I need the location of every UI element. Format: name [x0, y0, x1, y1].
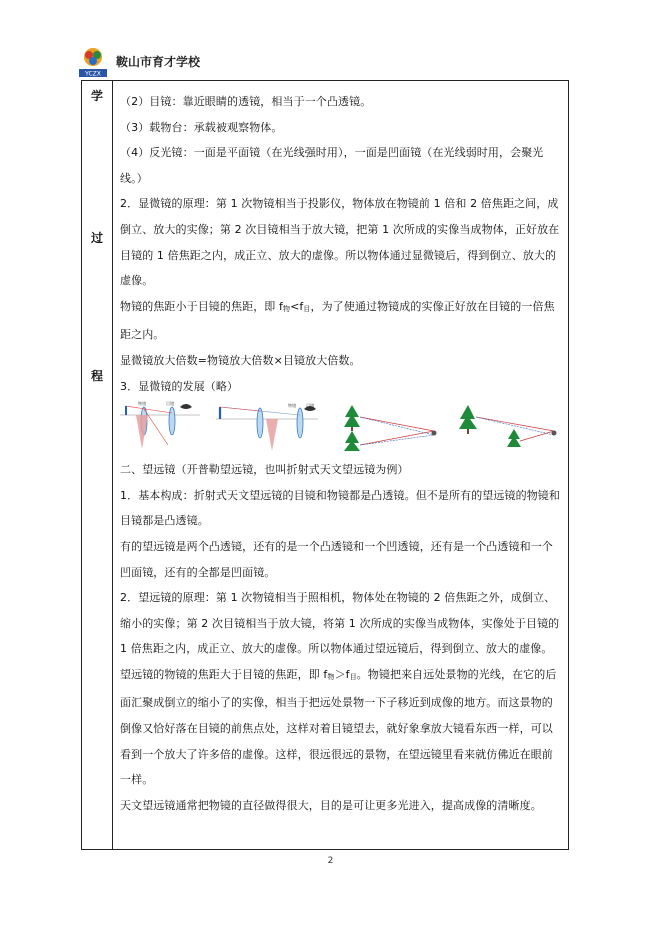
objective-label: 物镜	[138, 401, 147, 407]
tree-icon	[344, 405, 360, 427]
telescope-composition: 1．基本构成：折射式天文望远镜的目镜和物镜都是凸透镜。但不是所有的望远镜的物镜和目镜都是凸透镜。	[120, 488, 560, 528]
school-logo	[76, 44, 110, 78]
microscope-focal-note: 物镜的焦距小于目镜的焦距，即 f物<f目，为了使通过物镜成的实像正好放在目镜的一倍焦距之内。	[120, 299, 555, 342]
telescope-focal-note: 望远镜的物镜的焦距大于目镜的焦距，即 f物＞f目。物镜把来自远处景物的光线，在它的后面汇聚成倒立的缩小了的实像，相当于把远处景物一下子移近到成像的地方。而这景物的倒像又恰好落在目镜的前焦点处，这样对着目镜望去，就好象拿放大镜看东西一样，可以看到一个放大了许多倍的虚像。这样，很远很远的景物，在望远镜里看来就仿佛近在眼前一样。	[120, 667, 557, 787]
mirror-text: （4）反光镜：一面是平面镜（在光线强时用），一面是凹面镜（在光线弱时用，会聚光线。）	[120, 146, 544, 185]
content-area	[120, 89, 560, 818]
label-xue: 学	[90, 89, 103, 103]
eyepiece-lens	[169, 407, 175, 435]
stage-text: （3）载物台：承载被观察物体。	[120, 120, 283, 134]
magnification-formula: 显微镜放大倍数=物镜放大倍数×目镜放大倍数。	[120, 353, 361, 367]
telescope-types: 有的望远镜是两个凸透镜，还有的是一个凸透镜和一个凹透镜，还有是一个凸透镜和一个凹面镜，还有的全都是凹面镜。	[120, 539, 553, 579]
image-beam	[266, 419, 278, 451]
eyepiece-label: 目镜	[306, 403, 315, 409]
telescope-heading: 二、望远镜（开普勒望远镜，也叫折射式天文望远镜为例）	[120, 463, 409, 477]
label-column	[82, 81, 113, 849]
tree-icon	[459, 405, 477, 429]
tree-icon	[344, 431, 360, 451]
eyepiece-label: 目镜	[166, 401, 175, 407]
microscope-principle: 2．显微镜的原理：第 1 次物镜相当于投影仪，物体放在物镜前 1 倍和 2 倍焦距之间，成倒立、放大的实像；第 2 次目镜相当于放大镜，把第 1 次所成的实像当成物体，正好放在目镜的 1 倍焦距之内，成正立、放大的虚像。所以物体通过显微镜后，得到倒立、放大的虚像。	[120, 197, 560, 288]
telescope-aperture-note: 天文望远镜通常把物镜的直径做得很大，目的是可让更多光进入，提高成像的清晰度。	[120, 798, 542, 812]
eye-icon	[552, 431, 557, 436]
microscope-diagram-2	[216, 401, 320, 453]
telescope-diagram-2	[456, 401, 560, 453]
school-name: 鞍山市育才学校	[116, 55, 201, 69]
telescope-diagram-1	[342, 401, 440, 453]
page-header	[76, 44, 576, 80]
label-cheng: 程	[90, 369, 103, 383]
tree-icon	[507, 429, 521, 447]
logo-text: YCZX	[85, 70, 101, 78]
telescope-principle: 2．望远镜的原理：第 1 次物镜相当于照相机，物体处在物镜的 2 倍焦距之外，成倒立、缩小的实像；第 2 次目镜相当于放大镜，将第 1 次所成的实像当成物体，实像处于目镜的 1 倍焦距之内，成正立、放大的虚像。所以物体通过望远镜后，得到倒立、放大的虚像。	[120, 591, 560, 656]
label-guo: 过	[90, 231, 103, 245]
microscope-development: 3．显微镜的发展（略）	[120, 379, 239, 393]
microscope-diagram-1	[120, 401, 202, 453]
eyepiece-text: （2）目镜：靠近眼睛的透镜，相当于一个凸透镜。	[120, 95, 372, 108]
lesson-table	[81, 80, 569, 850]
objective-lens	[257, 408, 263, 438]
objective-label: 物镜	[288, 403, 297, 409]
eye-icon	[432, 431, 437, 436]
optics-figures	[120, 401, 560, 453]
eyepiece-lens	[297, 408, 303, 438]
eye-icon	[180, 404, 192, 409]
page-number: 2	[327, 856, 334, 866]
